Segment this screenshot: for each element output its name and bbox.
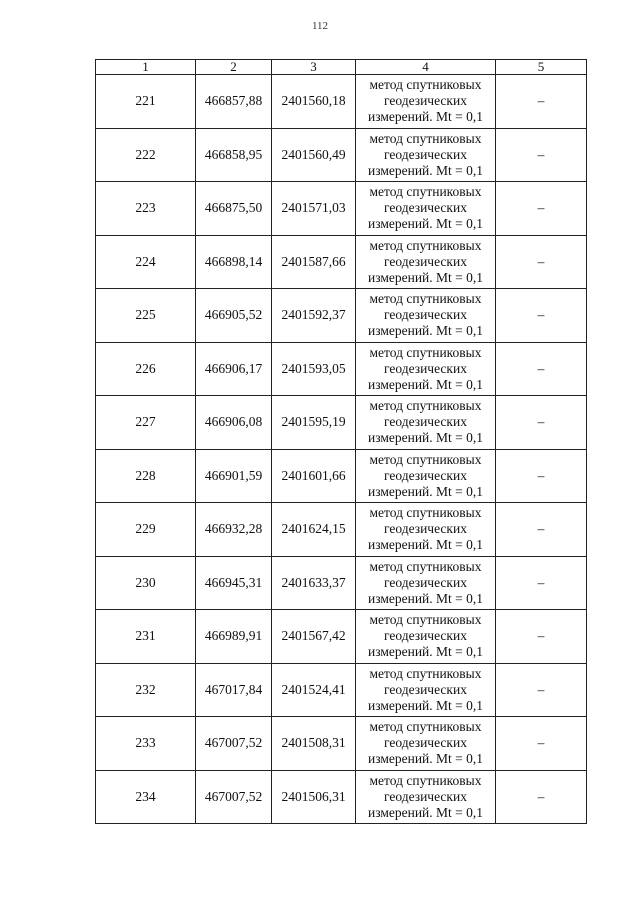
method-line: геодезических [384, 360, 467, 376]
point-number-cell: 223 [96, 182, 196, 236]
point-number-cell: 233 [96, 717, 196, 771]
method-line: геодезических [384, 253, 467, 269]
table-row [96, 342, 587, 396]
point-number-cell: 231 [96, 610, 196, 664]
method-cell [356, 289, 496, 343]
point-number-cell: 227 [96, 396, 196, 450]
point-number-cell: 225 [96, 289, 196, 343]
note-cell: – [496, 128, 587, 182]
method-cell [356, 449, 496, 503]
table-row [96, 235, 587, 289]
method-line: метод спутниковых [369, 77, 482, 93]
x-coordinate-cell: 466875,50 [196, 182, 272, 236]
table-row [96, 289, 587, 343]
note-cell: – [496, 449, 587, 503]
y-coordinate-cell: 2401560,49 [272, 128, 356, 182]
table-row [96, 610, 587, 664]
point-number-cell: 226 [96, 342, 196, 396]
table-row [96, 75, 587, 129]
method-line: измерений. Mt = 0,1 [367, 323, 484, 339]
method-line: метод спутниковых [369, 772, 482, 788]
table-header-row [96, 60, 587, 75]
note-cell: – [496, 235, 587, 289]
method-line: геодезических [384, 200, 467, 216]
note-cell: – [496, 289, 587, 343]
note-cell: – [496, 342, 587, 396]
method-line: метод спутниковых [369, 344, 482, 360]
x-coordinate-cell: 466989,91 [196, 610, 272, 664]
x-coordinate-cell: 467007,52 [196, 770, 272, 824]
method-line: метод спутниковых [369, 184, 482, 200]
method-cell [356, 342, 496, 396]
column-header: 3 [272, 60, 356, 75]
method-line: измерений. Mt = 0,1 [367, 537, 484, 553]
note-cell: – [496, 503, 587, 557]
method-line: геодезических [384, 574, 467, 590]
x-coordinate-cell: 466857,88 [196, 75, 272, 129]
method-line: геодезических [384, 521, 467, 537]
method-line: метод спутниковых [369, 451, 482, 467]
x-coordinate-cell: 466932,28 [196, 503, 272, 557]
table-row [96, 770, 587, 824]
method-line: измерений. Mt = 0,1 [367, 376, 484, 392]
note-cell: – [496, 182, 587, 236]
point-number-cell: 232 [96, 663, 196, 717]
method-cell [356, 128, 496, 182]
point-number-cell: 230 [96, 556, 196, 610]
column-header: 2 [196, 60, 272, 75]
x-coordinate-cell: 466858,95 [196, 128, 272, 182]
method-cell [356, 610, 496, 664]
table-row [96, 128, 587, 182]
method-line: метод спутниковых [369, 237, 482, 253]
method-cell [356, 235, 496, 289]
method-line: метод спутниковых [369, 612, 482, 628]
note-cell: – [496, 717, 587, 771]
x-coordinate-cell: 466905,52 [196, 289, 272, 343]
note-cell: – [496, 770, 587, 824]
y-coordinate-cell: 2401560,18 [272, 75, 356, 129]
method-line: измерений. Mt = 0,1 [367, 804, 484, 820]
table-row [96, 182, 587, 236]
point-number-cell: 229 [96, 503, 196, 557]
table-row [96, 449, 587, 503]
note-cell: – [496, 663, 587, 717]
x-coordinate-cell: 466898,14 [196, 235, 272, 289]
x-coordinate-cell: 466901,59 [196, 449, 272, 503]
method-cell [356, 770, 496, 824]
table-row [96, 396, 587, 450]
y-coordinate-cell: 2401592,37 [272, 289, 356, 343]
column-header: 1 [96, 60, 196, 75]
note-cell: – [496, 75, 587, 129]
method-line: метод спутниковых [369, 398, 482, 414]
method-cell [356, 75, 496, 129]
y-coordinate-cell: 2401624,15 [272, 503, 356, 557]
method-line: геодезических [384, 146, 467, 162]
method-cell [356, 556, 496, 610]
method-line: измерений. Mt = 0,1 [367, 109, 484, 125]
method-line: измерений. Mt = 0,1 [367, 590, 484, 606]
method-line: измерений. Mt = 0,1 [367, 216, 484, 232]
point-number-cell: 222 [96, 128, 196, 182]
method-line: геодезических [384, 414, 467, 430]
note-cell: – [496, 556, 587, 610]
y-coordinate-cell: 2401571,03 [272, 182, 356, 236]
table-body [96, 75, 587, 824]
method-line: геодезических [384, 467, 467, 483]
method-line: геодезических [384, 307, 467, 323]
column-header: 4 [356, 60, 496, 75]
point-number-cell: 228 [96, 449, 196, 503]
y-coordinate-cell: 2401595,19 [272, 396, 356, 450]
y-coordinate-cell: 2401601,66 [272, 449, 356, 503]
method-cell [356, 663, 496, 717]
method-line: метод спутниковых [369, 505, 482, 521]
point-number-cell: 234 [96, 770, 196, 824]
y-coordinate-cell: 2401506,31 [272, 770, 356, 824]
method-line: геодезических [384, 681, 467, 697]
page-number: 112 [311, 20, 329, 32]
method-line: геодезических [384, 628, 467, 644]
note-cell: – [496, 396, 587, 450]
method-line: измерений. Mt = 0,1 [367, 697, 484, 713]
method-line: измерений. Mt = 0,1 [367, 644, 484, 660]
y-coordinate-cell: 2401593,05 [272, 342, 356, 396]
x-coordinate-cell: 466945,31 [196, 556, 272, 610]
y-coordinate-cell: 2401508,31 [272, 717, 356, 771]
method-line: измерений. Mt = 0,1 [367, 751, 484, 767]
method-cell [356, 717, 496, 771]
x-coordinate-cell: 466906,08 [196, 396, 272, 450]
method-line: метод спутниковых [369, 291, 482, 307]
method-line: измерений. Mt = 0,1 [367, 269, 484, 285]
method-line: геодезических [384, 788, 467, 804]
y-coordinate-cell: 2401567,42 [272, 610, 356, 664]
method-line: метод спутниковых [369, 719, 482, 735]
method-line: измерений. Mt = 0,1 [367, 162, 484, 178]
method-line: метод спутниковых [369, 558, 482, 574]
x-coordinate-cell: 467017,84 [196, 663, 272, 717]
table-row [96, 556, 587, 610]
method-line: геодезических [384, 735, 467, 751]
x-coordinate-cell: 467007,52 [196, 717, 272, 771]
y-coordinate-cell: 2401524,41 [272, 663, 356, 717]
y-coordinate-cell: 2401633,37 [272, 556, 356, 610]
method-line: измерений. Mt = 0,1 [367, 483, 484, 499]
column-header: 5 [496, 60, 587, 75]
method-line: метод спутниковых [369, 665, 482, 681]
note-cell: – [496, 610, 587, 664]
method-line: измерений. Mt = 0,1 [367, 430, 484, 446]
method-cell [356, 503, 496, 557]
method-line: метод спутниковых [369, 130, 482, 146]
method-cell [356, 396, 496, 450]
coordinates-table [95, 59, 587, 824]
method-cell [356, 182, 496, 236]
point-number-cell: 224 [96, 235, 196, 289]
table-row [96, 503, 587, 557]
table-row [96, 663, 587, 717]
x-coordinate-cell: 466906,17 [196, 342, 272, 396]
point-number-cell: 221 [96, 75, 196, 129]
y-coordinate-cell: 2401587,66 [272, 235, 356, 289]
method-line: геодезических [384, 93, 467, 109]
table-row [96, 717, 587, 771]
